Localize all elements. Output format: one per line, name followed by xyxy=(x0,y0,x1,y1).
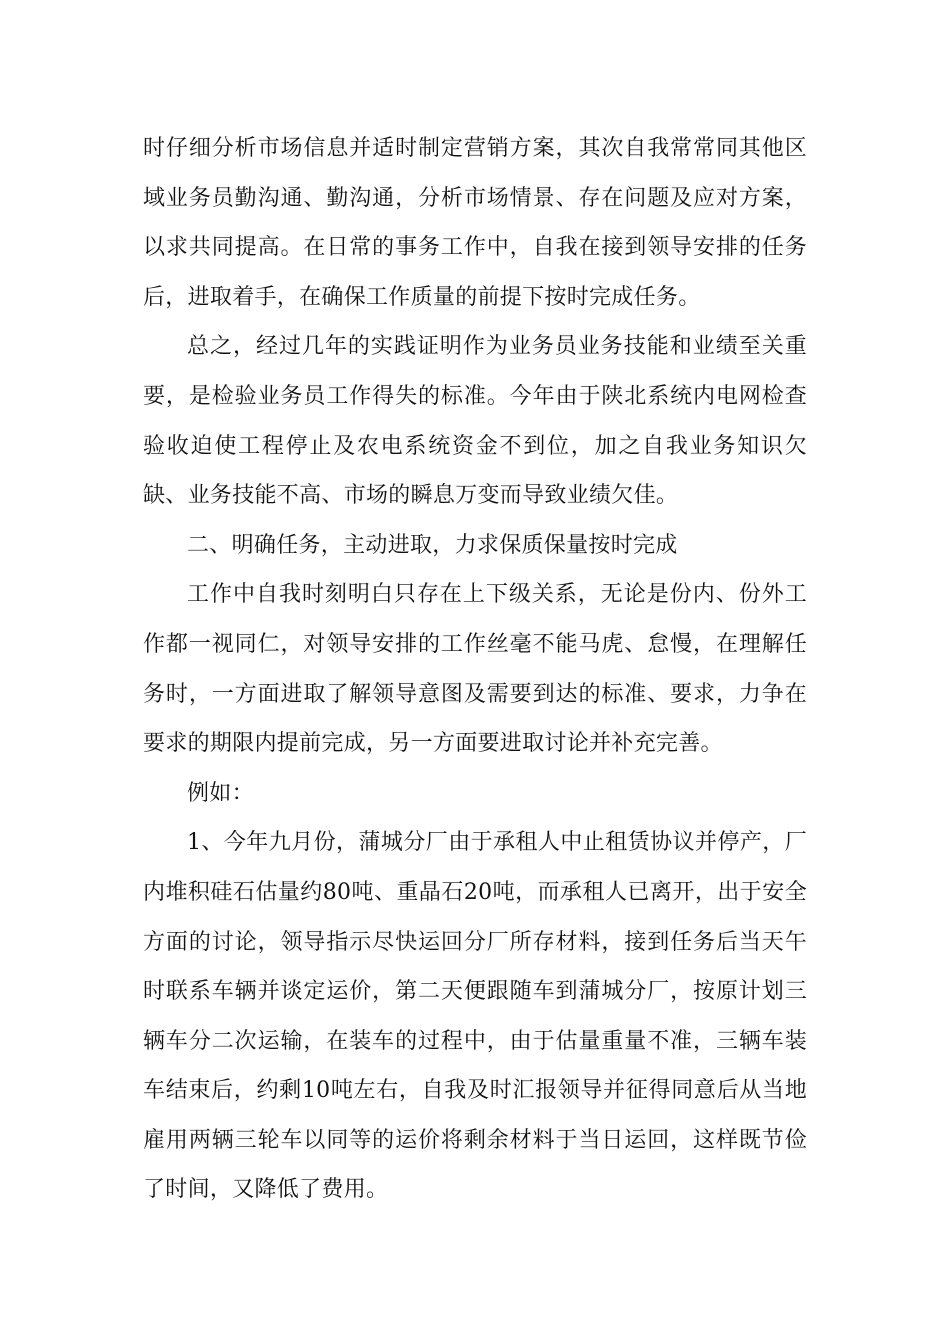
document-body xyxy=(143,124,807,1215)
paragraph-example-1: 1、今年九月份，蒲城分厂由于承租人中止租赁协议并停产，厂内堆积硅石估量约80吨、重晶石20吨，而承租人已离开，出于安全方面的讨论，领导指示尽快运回分厂所存材料，接到任务后当天午时联系车辆并谈定运价，第二天便跟随车到蒲城分厂，按原计划三辆车分二次运输，在装车的过程中，由于估量重量不准，三辆车装车结束后，约剩10吨左右，自我及时汇报领导并征得同意后从当地雇用两辆三轮车以同等的运价将剩余材料于当日运回，这样既节俭了时间，又降低了费用。 xyxy=(143,830,807,1203)
paragraph-example-label: 例如： xyxy=(187,780,254,806)
section-heading: 二、明确任务，主动进取，力求保质保量按时完成 xyxy=(187,532,678,558)
paragraph-1: 时仔细分析市场信息并适时制定营销方案，其次自我常常同其他区域业务员勤沟通、勤沟通，分析市场情景、存在问题及应对方案，以求共同提高。在日常的事务工作中，自我在接到领导安排的任务后，进取着手，在确保工作质量的前提下按时完成任务。 xyxy=(143,136,807,310)
paragraph-3: 工作中自我时刻明白只存在上下级关系，无论是份内、份外工作都一视同仁，对领导安排的工作丝毫不能马虎、怠慢，在理解任务时，一方面进取了解领导意图及需要到达的标准、要求，力争在要求的期限内提前完成，另一方面要进取讨论并补充完善。 xyxy=(143,582,807,757)
paragraph-2: 总之，经过几年的实践证明作为业务员业务技能和业绩至关重要，是检验业务员工作得失的标准。今年由于陕北系统内电网检查验收迫使工程停止及农电系统资金不到位，加之自我业务知识欠缺、业务技能不高、市场的瞬息万变而导致业绩欠佳。 xyxy=(143,334,807,509)
